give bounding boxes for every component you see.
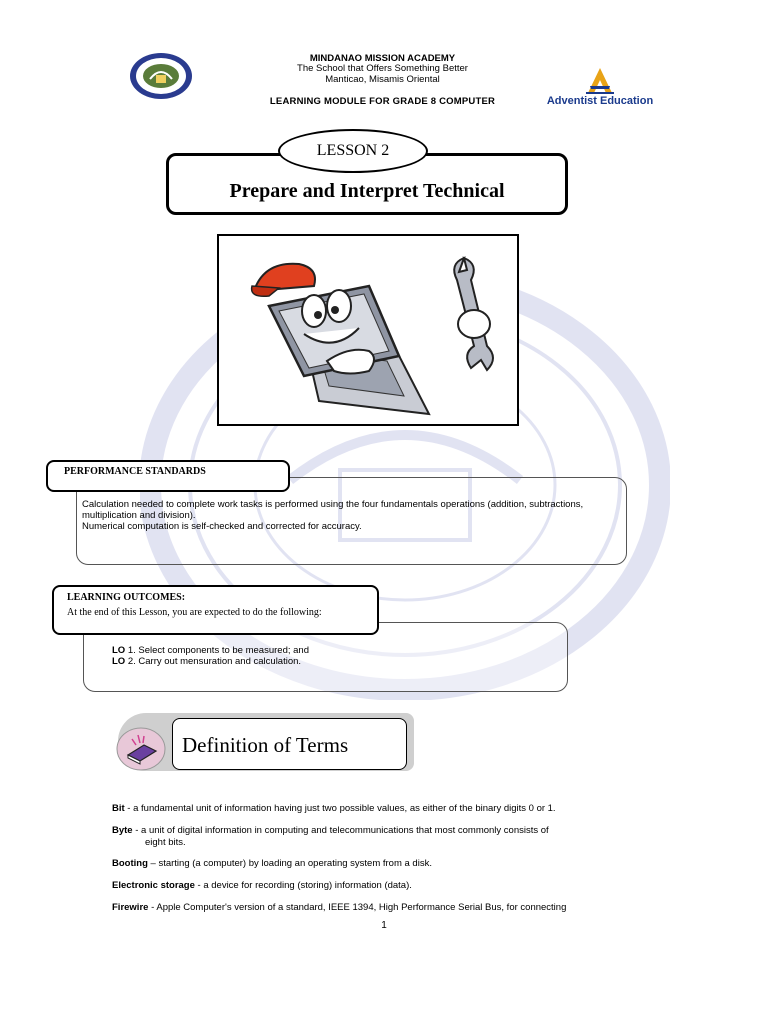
performance-standards-text: Numerical computation is self-checked and corrected for accuracy.	[82, 521, 362, 532]
laptop-mascot-illustration	[217, 234, 519, 426]
term-name: Electronic storage	[112, 880, 195, 891]
term-entry	[112, 858, 672, 870]
learning-outcome-item	[112, 656, 301, 667]
learning-outcomes-title: LEARNING OUTCOMES:	[67, 592, 186, 603]
term-entry	[112, 902, 672, 914]
lesson-label: LESSON 2	[316, 142, 390, 159]
learning-outcome-code: LO	[112, 656, 126, 667]
performance-standards-text: Calculation needed to complete work tasks is performed using the four fundamentals operations (addition, subtractions, multiplication and division).	[82, 499, 584, 521]
term-definition: - Apple Computer's version of a standard, IEEE 1394, High Performance Serial Bus, for connecting	[148, 902, 567, 913]
term-name: Firewire	[112, 902, 149, 913]
term-definition: - a unit of digital information in computing and telecommunications that most commonly consists of	[132, 825, 549, 836]
lesson-title: Prepare and Interpret Technical	[229, 180, 505, 202]
book-icon	[114, 725, 168, 773]
module-title: LEARNING MODULE FOR GRADE 8 COMPUTER	[269, 96, 496, 107]
term-definition-continuation: eight bits.	[145, 837, 186, 848]
term-entry	[112, 880, 672, 892]
term-entry	[112, 803, 672, 815]
learning-outcome-text: 1. Select components to be measured; and	[125, 645, 309, 656]
learning-outcomes-intro: At the end of this Lesson, you are expected to do the following:	[67, 607, 322, 618]
term-name: Bit	[112, 803, 125, 814]
learning-outcome-code: LO	[112, 645, 126, 656]
performance-standards-title: PERFORMANCE STANDARDS	[64, 466, 206, 477]
page-number: 1	[381, 920, 387, 931]
school-seal-icon	[128, 51, 194, 101]
school-address: Manticao, Misamis Oriental	[325, 74, 440, 85]
learning-outcome-text: 2. Carry out mensuration and calculation.	[125, 656, 302, 667]
term-name: Byte	[112, 825, 133, 836]
term-entry	[112, 825, 672, 837]
term-definition: – starting (a computer) by loading an operating system from a disk.	[147, 858, 432, 869]
term-definition: - a device for recording (storing) information (data).	[194, 880, 412, 891]
school-motto: The School that Offers Something Better	[297, 63, 468, 74]
school-name: MINDANAO MISSION ACADEMY	[309, 53, 456, 64]
term-definition: - a fundamental unit of information having just two possible values, as either of the binary digits 0 or 1.	[124, 803, 556, 814]
adventist-logo-text: Adventist Education	[546, 95, 654, 107]
term-name: Booting	[112, 858, 148, 869]
learning-outcome-item	[112, 645, 309, 656]
definition-title: Definition of Terms	[182, 733, 349, 757]
